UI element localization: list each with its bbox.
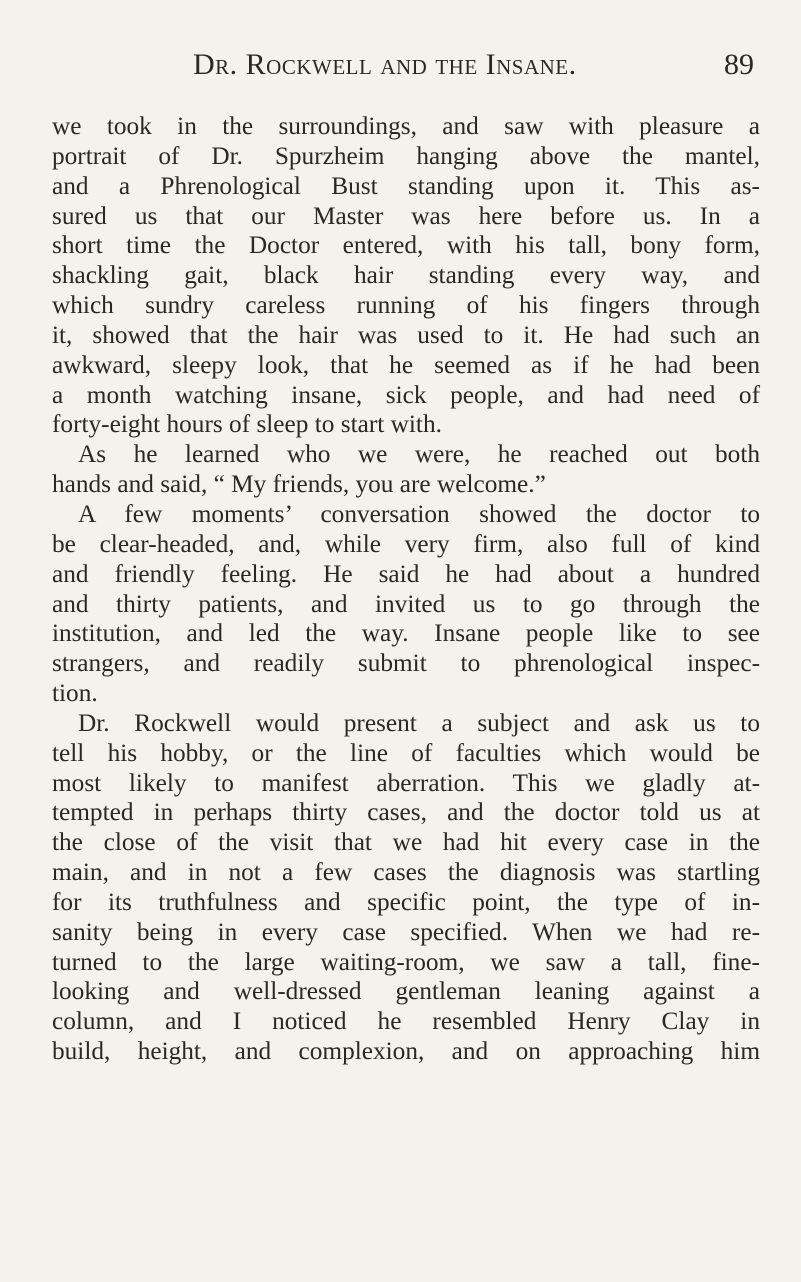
text-line: tion. xyxy=(52,679,98,708)
text-line: most likely to manifest aberration. This we gladly at- xyxy=(52,768,760,797)
text-line: strangers, and readily submit to phrenological inspec- xyxy=(52,649,760,678)
text-line: and thirty patients, and invited us to go through the xyxy=(52,589,760,618)
paragraph xyxy=(52,500,760,709)
body-text xyxy=(52,112,760,1067)
text-line: it, showed that the hair was used to it. He had such an xyxy=(52,320,760,349)
text-line: sured us that our Master was here before us. In a xyxy=(52,201,760,230)
text-line: turned to the large waiting-room, we saw a tall, fine- xyxy=(52,947,760,976)
text-line: hands and said, “ My friends, you are welcome.” xyxy=(52,470,546,499)
text-line: portrait of Dr. Spurzheim hanging above the mantel, xyxy=(52,141,760,170)
text-line: and friendly feeling. He said he had about a hundred xyxy=(52,559,760,588)
text-line: build, height, and complexion, and on approaching him xyxy=(52,1037,760,1066)
text-line: which sundry careless running of his fingers through xyxy=(52,291,760,320)
text-line: be clear-headed, and, while very firm, also full of kind xyxy=(52,529,760,558)
text-line: awkward, sleepy look, that he seemed as if he had been xyxy=(52,350,760,379)
text-line: shackling gait, black hair standing every way, and xyxy=(52,261,760,290)
text-line: we took in the surroundings, and saw with pleasure a xyxy=(52,112,760,140)
text-line: institution, and led the way. Insane people like to see xyxy=(52,619,760,648)
text-line: sanity being in every case specified. When we had re- xyxy=(52,917,760,946)
running-head xyxy=(52,48,758,88)
text-line: column, and I noticed he resembled Henry Clay in xyxy=(52,1007,760,1036)
text-line: the close of the visit that we had hit every case in the xyxy=(52,828,760,857)
text-line: As he learned who we were, he reached out both xyxy=(78,440,760,469)
text-line: tell his hobby, or the line of faculties which would be xyxy=(52,738,760,767)
text-line: and a Phrenological Bust standing upon it. This as- xyxy=(52,171,760,200)
text-line: forty-eight hours of sleep to start with. xyxy=(52,410,442,439)
running-title: Dr. Rockwell and the Insane. xyxy=(193,48,577,81)
text-line: A few moments’ conversation showed the doctor to xyxy=(78,499,760,528)
paragraph xyxy=(52,112,760,440)
text-line: short time the Doctor entered, with his tall, bony form, xyxy=(52,231,760,260)
text-line: tempted in perhaps thirty cases, and the doctor told us at xyxy=(52,798,760,827)
text-line: for its truthfulness and specific point, the type of in- xyxy=(52,887,760,916)
text-line: a month watching insane, sick people, and had need of xyxy=(52,380,760,409)
text-line: main, and in not a few cases the diagnosis was startling xyxy=(52,858,760,887)
paragraph xyxy=(52,709,760,1067)
paragraph xyxy=(52,440,760,500)
page-number: 89 xyxy=(724,48,754,81)
text-line: looking and well-dressed gentleman leaning against a xyxy=(52,977,760,1006)
text-line: Dr. Rockwell would present a subject and ask us to xyxy=(78,708,760,737)
